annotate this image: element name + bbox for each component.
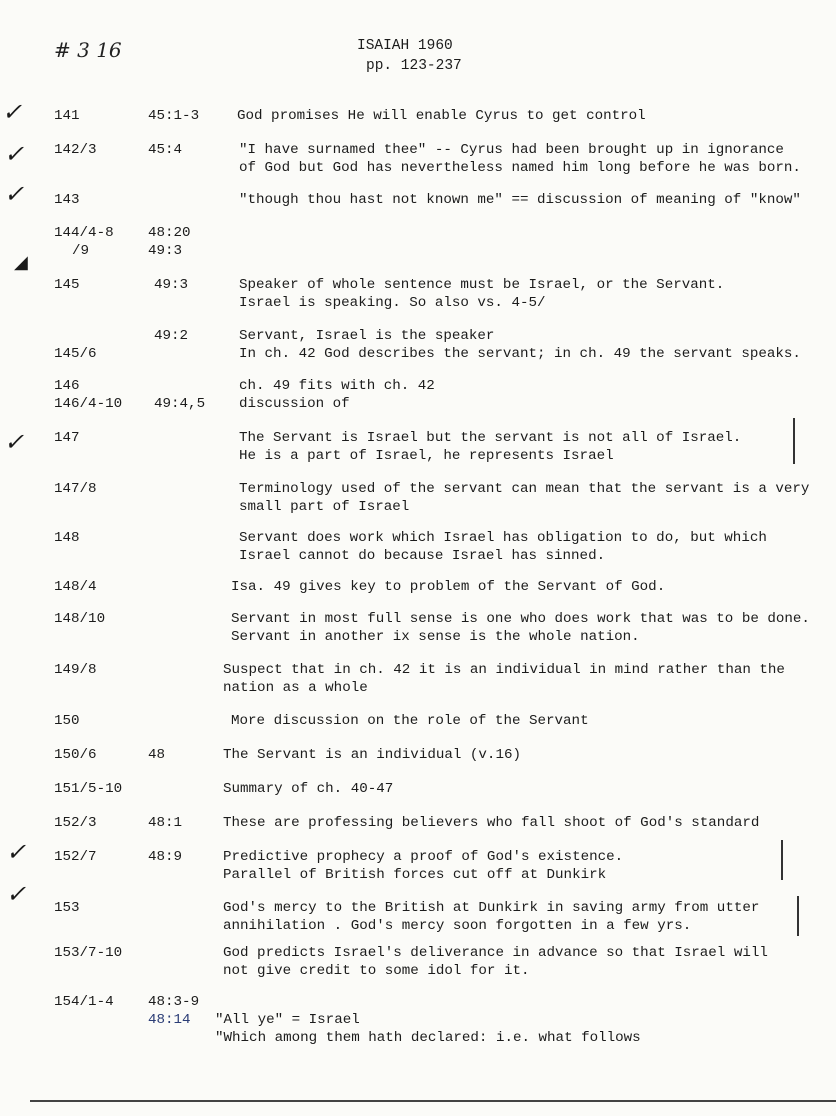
note-line: small part of Israel (239, 499, 410, 515)
page-reference: 153/7-10 (54, 945, 123, 961)
note-line: In ch. 42 God describes the servant; in ch. 49 the servant speaks. (239, 346, 801, 362)
verse-reference: 48 (148, 747, 166, 763)
margin-vertical-bar (797, 896, 799, 936)
document-title: ISAIAH 1960 (357, 38, 453, 54)
margin-check-mark: ✓ (4, 428, 25, 456)
margin-check-mark: ✓ (4, 180, 25, 208)
page-reference: 148/4 (54, 579, 97, 595)
note-line: The Servant is an individual (v.16) (223, 747, 521, 763)
page-reference: 151/5-10 (54, 781, 123, 797)
page-reference: /9 (72, 243, 90, 259)
page-reference: 148 (54, 530, 80, 546)
note-line: Terminology used of the servant can mean that the servant is a very (239, 481, 810, 497)
note-line: discussion of (239, 396, 350, 412)
note-line: "I have surnamed thee" -- Cyrus had been brought up in ignorance (239, 142, 784, 158)
handwritten-page-number: # 3 16 (54, 38, 122, 62)
margin-vertical-bar (781, 840, 783, 880)
note-line: More discussion on the role of the Servant (231, 713, 589, 729)
note-line: Isa. 49 gives key to problem of the Servant of God. (231, 579, 666, 595)
page-reference: 152/3 (54, 815, 97, 831)
note-line: God's mercy to the British at Dunkirk in saving army from utter (223, 900, 760, 916)
verse-reference: 48:9 (148, 849, 183, 865)
verse-reference: 48:14 (148, 1012, 191, 1028)
note-line: These are professing believers who fall shoot of God's standard (223, 815, 760, 831)
page-reference: 150 (54, 713, 80, 729)
page-reference: 142/3 (54, 142, 97, 158)
note-line: of God but God has nevertheless named him long before he was born. (239, 160, 801, 176)
page-reference: 147/8 (54, 481, 97, 497)
verse-reference: 49:2 (154, 328, 189, 344)
note-line: "All ye" = Israel (215, 1012, 360, 1028)
verse-reference: 45:1-3 (148, 108, 200, 124)
verse-reference: 48:1 (148, 815, 183, 831)
note-line: God promises He will enable Cyrus to get control (237, 108, 646, 124)
verse-reference: 45:4 (148, 142, 183, 158)
verse-reference: 49:3 (154, 277, 189, 293)
note-line: The Servant is Israel but the servant is not all of Israel. (239, 430, 742, 446)
page-reference: 145 (54, 277, 80, 293)
note-line: Israel cannot do because Israel has sinned. (239, 548, 606, 564)
margin-vertical-bar (793, 418, 795, 464)
note-line: not give credit to some idol for it. (223, 963, 530, 979)
page-bottom-rule (30, 1100, 836, 1102)
document-page-range: pp. 123-237 (366, 58, 462, 74)
page-reference: 150/6 (54, 747, 97, 763)
page-reference: 145/6 (54, 346, 97, 362)
verse-reference: 49:3 (148, 243, 183, 259)
page-reference: 141 (54, 108, 80, 124)
note-line: He is a part of Israel, he represents Israel (239, 448, 614, 464)
page-reference: 148/10 (54, 611, 106, 627)
page-reference: 144/4-8 (54, 225, 114, 241)
page-reference: 153 (54, 900, 80, 916)
page-reference: 154/1-4 (54, 994, 114, 1010)
note-line: annihilation . God's mercy soon forgotten in a few yrs. (223, 918, 692, 934)
note-line: Speaker of whole sentence must be Israel, or the Servant. (239, 277, 725, 293)
note-line: Suspect that in ch. 42 it is an individual in mind rather than the (223, 662, 785, 678)
verse-reference: 48:20 (148, 225, 191, 241)
margin-check-mark: ✓ (4, 140, 25, 168)
margin-mark: ◢ (14, 252, 28, 273)
note-line: Predictive prophecy a proof of God's existence. (223, 849, 624, 865)
note-line: "though thou hast not known me" == discussion of meaning of "know" (239, 192, 801, 208)
note-line: nation as a whole (223, 680, 368, 696)
verse-reference: 49:4,5 (154, 396, 206, 412)
margin-check-mark: ✓ (6, 880, 27, 908)
page-reference: 143 (54, 192, 80, 208)
page-reference: 149/8 (54, 662, 97, 678)
note-line: Israel is speaking. So also vs. 4-5/ (239, 295, 546, 311)
page-reference: 146/4-10 (54, 396, 123, 412)
note-line: Summary of ch. 40-47 (223, 781, 394, 797)
note-line: ch. 49 fits with ch. 42 (239, 378, 435, 394)
note-line: Servant in another ix sense is the whole nation. (231, 629, 640, 645)
page-reference: 147 (54, 430, 80, 446)
margin-check-mark: ✓ (6, 838, 27, 866)
page-reference: 146 (54, 378, 80, 394)
note-line: "Which among them hath declared: i.e. what follows (215, 1030, 641, 1046)
verse-reference: 48:3-9 (148, 994, 200, 1010)
note-line: Parallel of British forces cut off at Dunkirk (223, 867, 607, 883)
note-line: Servant does work which Israel has obligation to do, but which (239, 530, 767, 546)
margin-check-mark: ✓ (2, 98, 23, 126)
page-reference: 152/7 (54, 849, 97, 865)
note-line: Servant in most full sense is one who does work that was to be done. (231, 611, 810, 627)
note-line: God predicts Israel's deliverance in advance so that Israel will (223, 945, 768, 961)
note-line: Servant, Israel is the speaker (239, 328, 495, 344)
